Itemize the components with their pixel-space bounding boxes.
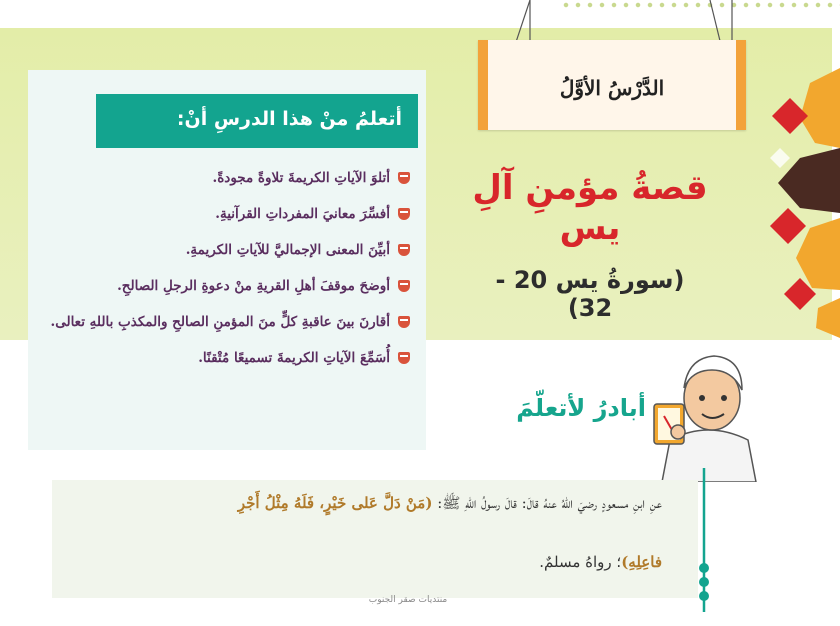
- goal-text: أتلوَ الآياتِ الكريمةَ تلاوةً مجودةً.: [212, 170, 390, 186]
- ornament-pattern: [760, 28, 840, 340]
- hadith-line-2: [539, 553, 662, 571]
- goal-text: أوضحَ موقفَ أهلِ القريةِ منْ دعوةِ الرجلِ الصالحِ.: [117, 278, 390, 294]
- book-bullet-icon: [398, 352, 410, 364]
- goal-text: أبيِّنَ المعنى الإجماليَّ للآياتِ الكريمةِ.: [185, 242, 390, 258]
- boy-illustration: [652, 340, 764, 482]
- footer-watermark: منتديات صقر الجنوب: [368, 595, 448, 605]
- book-bullet-icon: [398, 280, 410, 292]
- goal-item: [40, 232, 410, 268]
- hadith-quote-part1: (مَنْ دَلَّ عَلى خَيْرٍ، فَلَهُ مِثْلُ أَجْرِ: [237, 494, 433, 512]
- goals-header: أتعلمُ منْ هذا الدرسِ أنْ:: [96, 94, 418, 148]
- goal-text: أقارنَ بينَ عاقبةِ كلٍّ منَ المؤمنِ الصالحِ والمكذبِ باللهِ تعالى.: [50, 314, 390, 330]
- goal-text: أفسِّرَ معانيَ المفرداتِ القرآنيةِ.: [215, 206, 390, 222]
- book-bullet-icon: [398, 244, 410, 256]
- book-bullet-icon: [398, 172, 410, 184]
- goal-item: [40, 304, 410, 340]
- goal-text: أُسَمِّعَ الآياتِ الكريمةَ تسميعًا مُتْقنًا.: [198, 350, 390, 366]
- goal-item: [40, 196, 410, 232]
- hadith-narration: ؛ رواهُ مسلمٌ.: [539, 553, 622, 571]
- goal-item: [40, 340, 410, 376]
- hadith-line-1: [238, 494, 662, 516]
- hadith-quote-part2: فاعِلِهِ): [621, 553, 662, 571]
- lesson-number-sign: [478, 40, 746, 130]
- surah-reference: (سورةُ يس 20 - 32): [495, 266, 685, 322]
- lesson-title: قصةُ مؤمنِ آلِ يس: [472, 168, 708, 248]
- green-divider: [697, 468, 711, 612]
- book-bullet-icon: [398, 316, 410, 328]
- goal-list: [40, 160, 410, 376]
- start-learning-title: أبادرُ لأتعلّمَ: [516, 394, 646, 422]
- goal-item: [40, 160, 410, 196]
- goal-item: [40, 268, 410, 304]
- hadith-intro: عنِ ابنِ مسعودٍ رضيَ اللهُ عنهُ قالَ: قالَ رسولُ اللهِ ﷺ:: [437, 494, 662, 512]
- lesson-number-label: الدَّرْسُ الأوَّلُ: [559, 76, 665, 100]
- book-bullet-icon: [398, 208, 410, 220]
